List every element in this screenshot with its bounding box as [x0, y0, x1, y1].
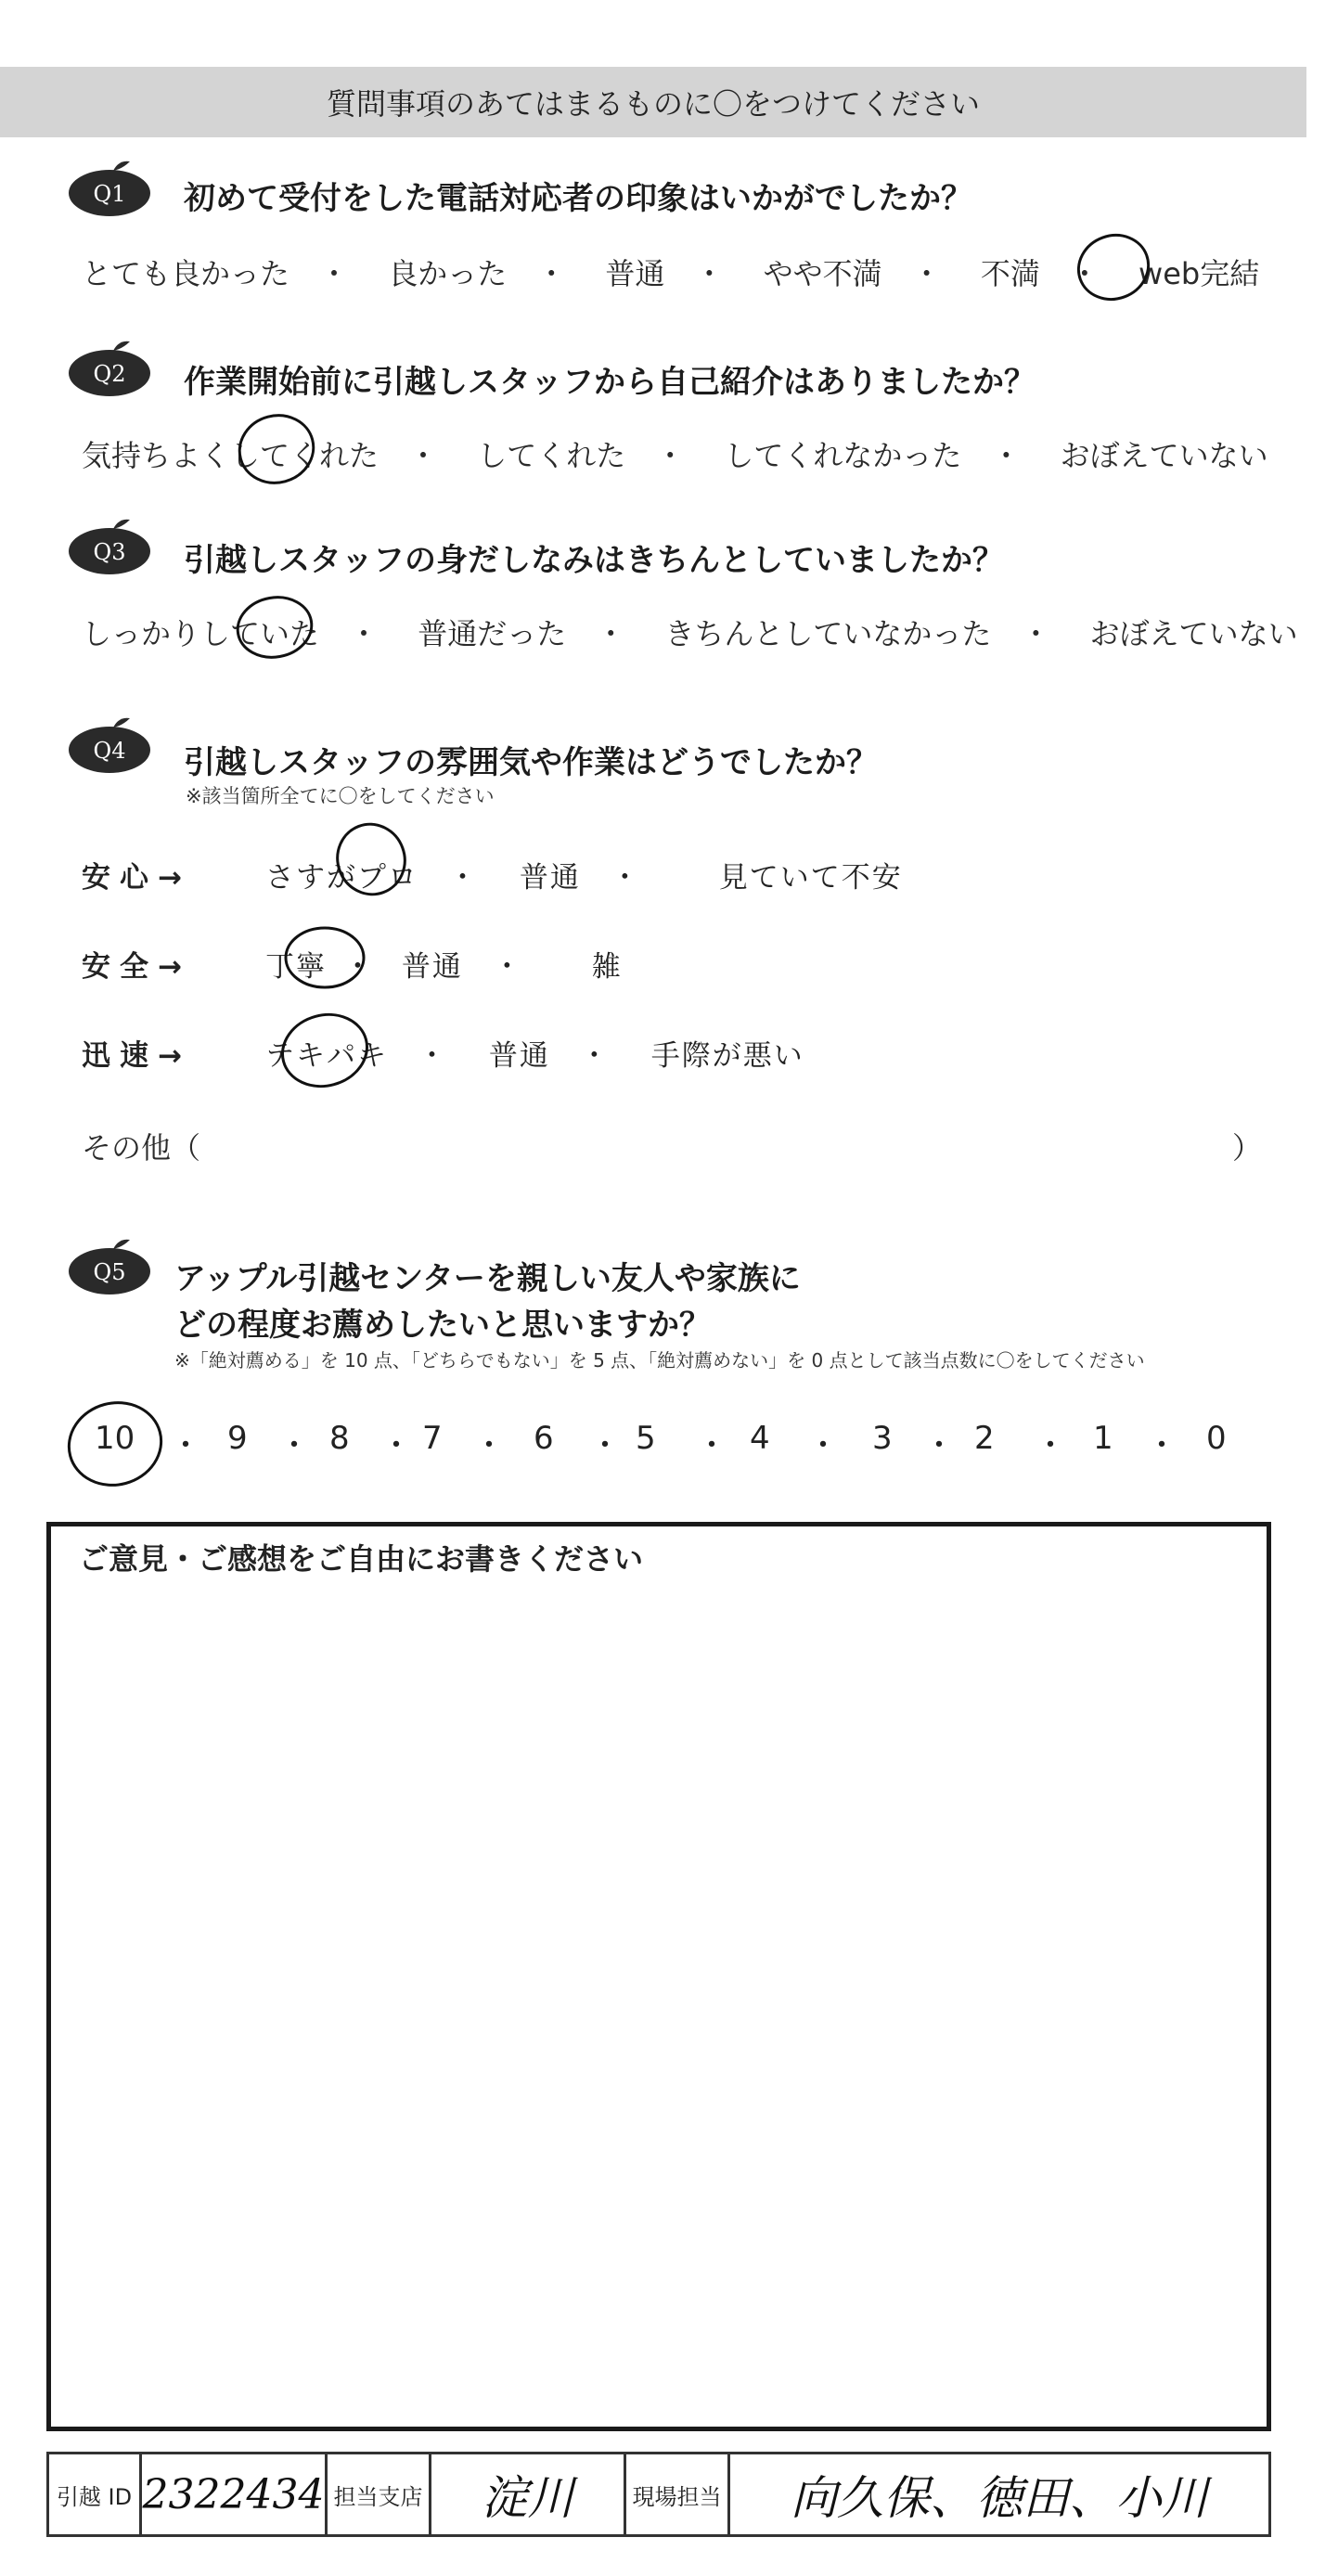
score-option[interactable]: 10	[95, 1420, 135, 1457]
apple-badge-icon	[65, 713, 154, 774]
q3-title: 引越しスタッフの身だしなみはきちんとしていましたか？	[184, 542, 1004, 579]
q4-note: ※該当箇所全てに〇をしてください	[186, 785, 495, 807]
q1-option[interactable]: やや不満	[763, 256, 882, 291]
q4-badge	[65, 713, 154, 778]
q3-option[interactable]: 普通だった	[418, 616, 567, 651]
q4-option[interactable]: さすがプロ	[265, 861, 418, 895]
q4-option[interactable]: 雑	[591, 950, 623, 984]
q2-options: 気持ちよくしてくれた ・ してくれた ・ してくれなかった ・ おぼえていない	[82, 438, 1268, 473]
q4-row-label: 安全→	[82, 950, 191, 984]
q5-note: ※「絶対薦める」を 10 点、「どちらでもない」を 5 点、「絶対薦めない」を 0 点として該当点数に〇をしてください	[174, 1349, 1145, 1372]
q1-option[interactable]: とても良かった	[82, 256, 290, 291]
score-option[interactable]: 6	[534, 1420, 554, 1457]
q2-badge	[65, 336, 154, 401]
score-option[interactable]: 7	[422, 1420, 443, 1457]
score-option[interactable]: 5	[636, 1420, 656, 1457]
form-header-title: 質問事項のあてはまるものに〇をつけてください	[326, 86, 980, 122]
comments-title: ご意見・ご感想をご自由にお書きください	[79, 1541, 644, 1577]
q4-option[interactable]: 丁寧	[265, 950, 327, 984]
q4-option[interactable]: 手際が悪い	[650, 1039, 804, 1073]
q1-option[interactable]: 不満	[980, 256, 1040, 291]
q4-option[interactable]: 見ていて不安	[718, 861, 903, 895]
q4-option[interactable]: テキパキ	[265, 1039, 388, 1073]
apple-badge-icon	[65, 156, 154, 217]
staff-value[interactable]: 向久保、徳田、小川	[791, 2471, 1208, 2525]
svg-text:Q5: Q5	[93, 1259, 126, 1285]
q4-row-options: さすがプロ ・ 普通 ・ 見ていて不安	[265, 861, 903, 895]
q4-option[interactable]: 普通	[401, 950, 463, 984]
score-option[interactable]: 1	[1093, 1420, 1113, 1457]
q3-option[interactable]: きちんとしていなかった	[664, 616, 992, 651]
q4-other-label: その他（	[82, 1130, 201, 1166]
score-option[interactable]: 0	[1206, 1420, 1227, 1457]
q5-badge	[65, 1234, 154, 1299]
q4-option[interactable]: 普通	[488, 1039, 550, 1073]
form-header	[0, 67, 1306, 137]
apple-badge-icon	[65, 336, 154, 397]
score-option[interactable]: 8	[329, 1420, 350, 1457]
q1-option[interactable]: 良かった	[388, 256, 508, 291]
q5-title-line1: アップル引越センターを親しい友人や家族に	[174, 1260, 801, 1297]
q3-options: しっかりしていた ・ 普通だった ・ きちんとしていなかった ・ おぼえていない	[82, 616, 1298, 651]
q4-row-label: 迅速→	[82, 1039, 191, 1073]
apple-badge-icon	[65, 1234, 154, 1295]
q5-scale: 10 ・ 9 ・ 8 ・ 7 ・ 6 ・ 5 ・ 4 ・ 3 ・ 2 ・ 1 ・ 0	[95, 1420, 1227, 1464]
q2-title: 作業開始前に引越しスタッフから自己紹介はありましたか？	[184, 364, 1036, 401]
q2-option[interactable]: してくれた	[477, 438, 626, 473]
q4-row-options: 丁寧 ・ 普通 ・ 雑	[265, 950, 623, 984]
staff-label: 現場担当	[626, 2454, 730, 2534]
move-id-value[interactable]: 2322434	[142, 2454, 328, 2534]
footer-info	[46, 2452, 1271, 2537]
score-option[interactable]: 9	[227, 1420, 248, 1457]
q3-option[interactable]: しっかりしていた	[82, 616, 320, 651]
q4-row-options: テキパキ ・ 普通 ・ 手際が悪い	[265, 1039, 804, 1073]
comments-box[interactable]	[46, 1522, 1271, 2431]
apple-badge-icon	[65, 514, 154, 575]
q1-badge	[65, 156, 154, 221]
q4-title: 引越しスタッフの雰囲気や作業はどうでしたか？	[184, 744, 878, 781]
score-option[interactable]: 2	[974, 1420, 995, 1457]
svg-text:Q2: Q2	[93, 361, 126, 387]
q2-option[interactable]: してくれなかった	[724, 438, 962, 473]
q3-option[interactable]: おぼえていない	[1089, 616, 1298, 651]
q1-option[interactable]: web完結	[1139, 256, 1260, 291]
score-option[interactable]: 3	[872, 1420, 893, 1457]
q2-option[interactable]: おぼえていない	[1060, 438, 1268, 473]
q1-option[interactable]: 普通	[605, 256, 665, 291]
score-option[interactable]: 4	[750, 1420, 770, 1457]
q4-other-close: ）	[1232, 1130, 1263, 1166]
q1-options: とても良かった ・ 良かった ・ 普通 ・ やや不満 ・ 不満 ・ web完結	[82, 256, 1260, 291]
q3-badge	[65, 514, 154, 579]
q4-row-label: 安心→	[82, 861, 191, 895]
q1-title: 初めて受付をした電話対応者の印象はいかがでしたか？	[184, 180, 972, 217]
branch-value[interactable]: 淀川	[431, 2454, 626, 2534]
q5-title-line2: どの程度お薦めしたいと思いますか？	[174, 1307, 711, 1344]
svg-text:Q1: Q1	[93, 181, 126, 207]
q2-option[interactable]: 気持ちよくしてくれた	[82, 438, 380, 473]
comments-text[interactable]	[79, 1591, 1239, 2408]
q4-option[interactable]: 普通	[519, 861, 581, 895]
svg-text:Q4: Q4	[93, 738, 126, 764]
branch-label: 担当支店	[328, 2454, 431, 2534]
move-id-label: 引越 ID	[49, 2454, 142, 2534]
svg-text:Q3: Q3	[93, 539, 126, 565]
